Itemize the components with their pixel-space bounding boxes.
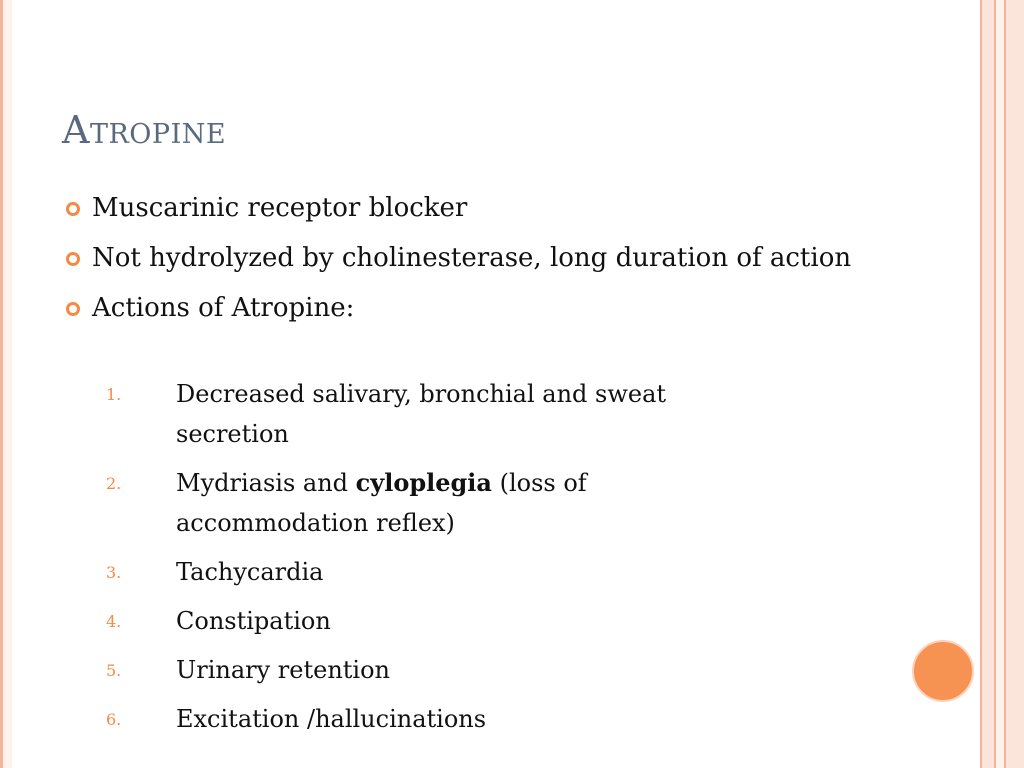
slide-title: Atropine — [62, 108, 227, 152]
list-item — [106, 601, 726, 641]
list-number: 4. — [106, 612, 122, 631]
bullet-text: Muscarinic receptor blocker — [92, 193, 468, 223]
list-text-pre: Mydriasis and — [176, 469, 356, 497]
list-item — [106, 699, 726, 739]
list-text-post: (loss of accommodation reflex) — [176, 469, 587, 537]
list-number: 6. — [106, 710, 122, 729]
list-text: Decreased salivary, bronchial and sweat secretion — [176, 380, 667, 448]
bullet-marker-icon — [66, 202, 80, 216]
list-text: Tachycardia — [176, 558, 324, 586]
list-item — [106, 374, 726, 454]
list-item — [106, 650, 726, 690]
list-number: 3. — [106, 563, 122, 582]
list-number: 2. — [106, 474, 122, 493]
bullet-item — [62, 288, 862, 328]
actions-list — [106, 374, 726, 748]
list-text-bold: cyloplegia — [355, 468, 492, 497]
bullet-marker-icon — [66, 302, 80, 316]
decorative-circle — [912, 640, 974, 702]
list-text: Constipation — [176, 607, 331, 635]
list-text: Urinary retention — [176, 656, 391, 684]
left-frame-border — [0, 0, 12, 768]
list-item — [106, 463, 726, 543]
bullet-item — [62, 238, 862, 278]
list-number: 1. — [106, 385, 122, 404]
list-number: 5. — [106, 661, 122, 680]
list-text: Excitation /hallucinations — [176, 705, 487, 733]
bullet-list — [62, 188, 862, 338]
bullet-marker-icon — [66, 252, 80, 266]
bullet-item — [62, 188, 862, 228]
bullet-text: Not hydrolyzed by cholinesterase, long duration of action — [92, 243, 852, 273]
right-frame-border — [980, 0, 1024, 768]
list-item — [106, 552, 726, 592]
bullet-text: Actions of Atropine: — [92, 293, 355, 323]
